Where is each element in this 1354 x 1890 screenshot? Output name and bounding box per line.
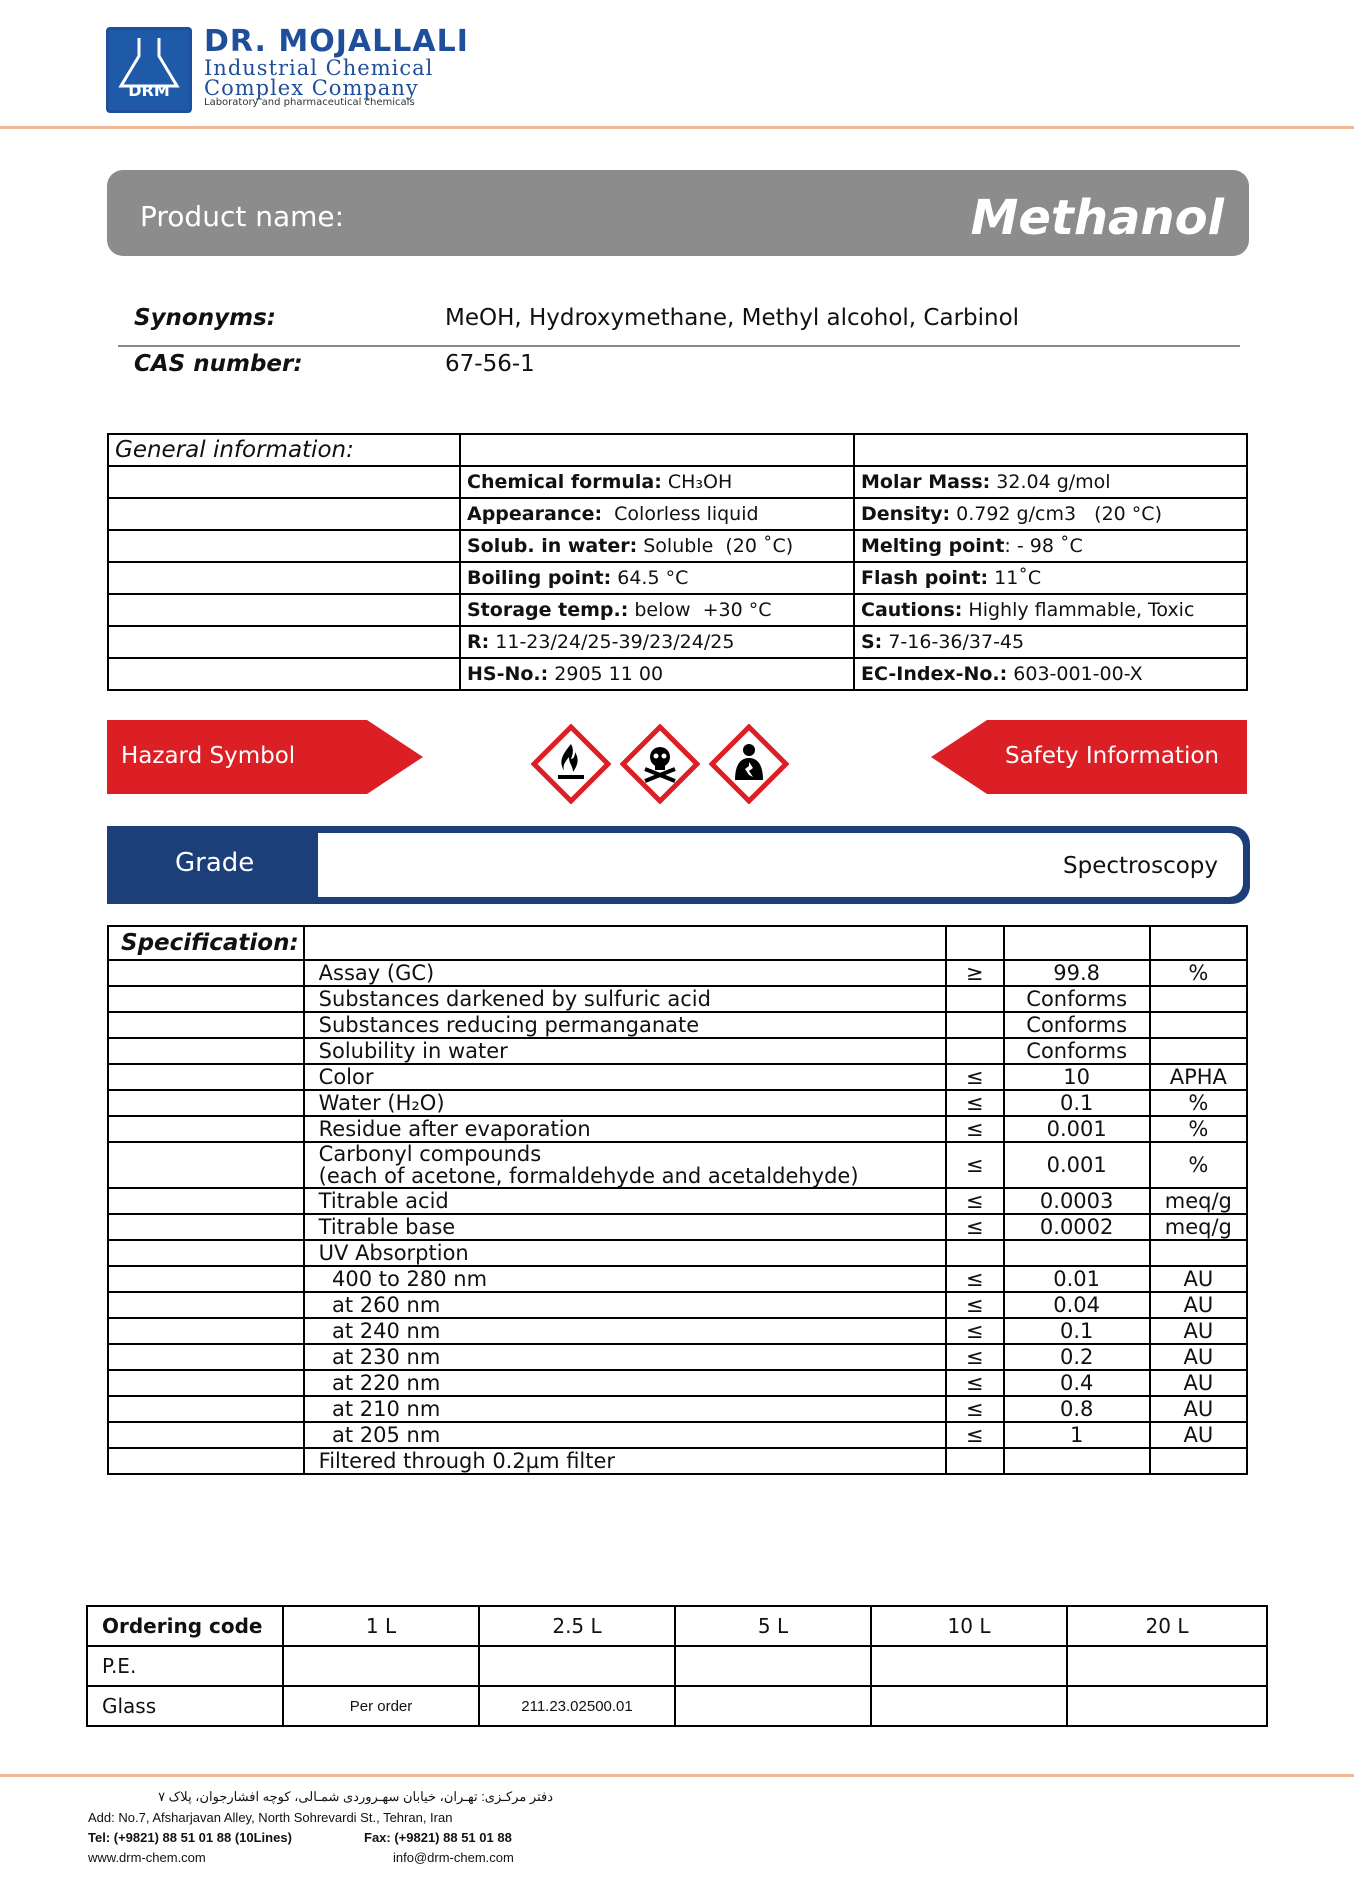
order-code-cell bbox=[1067, 1686, 1267, 1726]
spec-value: 1 bbox=[1004, 1422, 1150, 1448]
property-label: Melting point bbox=[861, 535, 1005, 557]
pack-size-header: 20 L bbox=[1067, 1606, 1267, 1646]
specification-table bbox=[107, 925, 1248, 1475]
spec-value bbox=[1004, 1240, 1150, 1266]
spec-operator: ≤ bbox=[946, 1266, 1004, 1292]
pack-size-header: 2.5 L bbox=[479, 1606, 675, 1646]
spec-parameter bbox=[304, 1266, 946, 1292]
property-label: HS-No.: bbox=[467, 663, 549, 685]
spec-parameter bbox=[304, 1064, 946, 1090]
product-label: Product name: bbox=[140, 200, 345, 233]
ordering-row bbox=[87, 1646, 1267, 1686]
spec-operator bbox=[946, 1038, 1004, 1064]
general-info-cell bbox=[854, 626, 1247, 658]
property-value: : - 98 ˚C bbox=[1004, 535, 1083, 557]
spec-value: Conforms bbox=[1004, 1012, 1150, 1038]
spec-unit bbox=[1150, 1448, 1247, 1474]
spec-operator: ≤ bbox=[946, 1344, 1004, 1370]
general-info-row bbox=[108, 466, 1247, 498]
spec-operator: ≤ bbox=[946, 1422, 1004, 1448]
spec-unit: AU bbox=[1150, 1344, 1247, 1370]
product-name: Methanol bbox=[970, 190, 1224, 246]
skull-crossbones-icon bbox=[620, 724, 700, 804]
spec-operator: ≥ bbox=[946, 960, 1004, 986]
spec-parameter-name: Solubility in water bbox=[318, 1039, 508, 1063]
spec-value: 0.1 bbox=[1004, 1090, 1150, 1116]
spec-value: 99.8 bbox=[1004, 960, 1150, 986]
spec-parameter-name: at 205 nm bbox=[318, 1423, 441, 1447]
footer-address: Add: No.7, Afsharjavan Alley, North Sohrevardi St., Tehran, Iran bbox=[88, 1810, 453, 1825]
pack-size-header: 1 L bbox=[283, 1606, 479, 1646]
spec-parameter bbox=[304, 1090, 946, 1116]
property-value: 7-16-36/37-45 bbox=[882, 631, 1025, 653]
property-label: S: bbox=[861, 631, 883, 653]
spec-row bbox=[108, 1090, 1247, 1116]
order-code-cell bbox=[871, 1686, 1067, 1726]
spec-parameter-name: 400 to 280 nm bbox=[318, 1267, 488, 1291]
spec-parameter bbox=[304, 1012, 946, 1038]
property-label: Solub. in water: bbox=[467, 535, 638, 557]
spec-row bbox=[108, 1038, 1247, 1064]
packaging-type: P.E. bbox=[87, 1646, 283, 1686]
spec-row bbox=[108, 1422, 1247, 1448]
general-info-cell bbox=[460, 466, 854, 498]
flame-icon bbox=[531, 724, 611, 804]
footer-tel: Tel: (+9821) 88 51 01 88 (10Lines) bbox=[88, 1830, 292, 1845]
spec-value: 0.2 bbox=[1004, 1344, 1150, 1370]
general-info-cell bbox=[854, 562, 1247, 594]
general-info-row bbox=[108, 530, 1247, 562]
health-hazard-icon bbox=[709, 724, 789, 804]
property-label: Molar Mass: bbox=[861, 471, 991, 493]
spec-parameter-name: Filtered through 0.2µm filter bbox=[318, 1449, 616, 1473]
spec-operator: ≤ bbox=[946, 1142, 1004, 1188]
spec-parameter bbox=[304, 1370, 946, 1396]
general-info-cell bbox=[460, 626, 854, 658]
spec-unit: meq/g bbox=[1150, 1188, 1247, 1214]
spec-unit: AU bbox=[1150, 1422, 1247, 1448]
property-label: EC-Index-No.: bbox=[861, 663, 1008, 685]
property-value: 11-23/24/25-39/23/24/25 bbox=[489, 631, 735, 653]
property-value: Soluble (20 ˚C) bbox=[637, 535, 794, 557]
spec-operator bbox=[946, 986, 1004, 1012]
cas-label: CAS number: bbox=[134, 351, 303, 377]
header-divider bbox=[0, 126, 1354, 129]
logo-text: DRM bbox=[128, 81, 170, 100]
packaging-type: Glass bbox=[87, 1686, 283, 1726]
spec-value: 10 bbox=[1004, 1064, 1150, 1090]
spec-row bbox=[108, 1214, 1247, 1240]
safety-info-label: Safety Information bbox=[1004, 743, 1219, 769]
order-code-cell bbox=[675, 1686, 871, 1726]
spec-parameter-name: at 260 nm bbox=[318, 1293, 441, 1317]
spec-value: 0.0003 bbox=[1004, 1188, 1150, 1214]
spec-operator: ≤ bbox=[946, 1292, 1004, 1318]
property-label: Boiling point: bbox=[467, 567, 612, 589]
property-label: Chemical formula: bbox=[467, 471, 662, 493]
spec-parameter-name: Substances darkened by sulfuric acid bbox=[318, 987, 711, 1011]
property-label: Cautions: bbox=[861, 599, 963, 621]
spec-parameter bbox=[304, 1292, 946, 1318]
general-info-row bbox=[108, 498, 1247, 530]
general-info-cell bbox=[854, 658, 1247, 690]
order-code-cell bbox=[675, 1646, 871, 1686]
spec-operator bbox=[946, 1240, 1004, 1266]
ordering-table bbox=[86, 1605, 1268, 1727]
order-code-cell bbox=[283, 1646, 479, 1686]
spec-parameter bbox=[304, 1344, 946, 1370]
spec-row bbox=[108, 1240, 1247, 1266]
spec-parameter-name: at 240 nm bbox=[318, 1319, 441, 1343]
flask-logo-icon bbox=[109, 30, 189, 110]
spec-unit: % bbox=[1150, 1090, 1247, 1116]
company-tagline: Laboratory and pharmaceutical chemicals bbox=[204, 97, 415, 108]
spec-parameter bbox=[304, 986, 946, 1012]
spec-row bbox=[108, 1448, 1247, 1474]
spec-value: 0.8 bbox=[1004, 1396, 1150, 1422]
spec-operator bbox=[946, 1448, 1004, 1474]
spec-unit bbox=[1150, 1012, 1247, 1038]
spec-parameter bbox=[304, 1116, 946, 1142]
spec-parameter bbox=[304, 1318, 946, 1344]
footer-address-fa: دفتر مرکـزی: تهـران، خیابان سهـروردی شمـالی، کوچه افشارجوان، پلاک ۷ bbox=[158, 1789, 553, 1804]
spec-parameter bbox=[304, 1240, 946, 1266]
spec-value: 0.0002 bbox=[1004, 1214, 1150, 1240]
company-name: DR. MOJALLALI bbox=[204, 24, 469, 59]
spec-row bbox=[108, 1064, 1247, 1090]
spec-parameter bbox=[304, 1214, 946, 1240]
company-line1: Industrial Chemical bbox=[204, 56, 434, 80]
footer-fax: Fax: (+9821) 88 51 01 88 bbox=[364, 1830, 512, 1845]
ordering-row bbox=[87, 1686, 1267, 1726]
property-label: Storage temp.: bbox=[467, 599, 629, 621]
spec-row bbox=[108, 1012, 1247, 1038]
footer-email[interactable]: info@drm-chem.com bbox=[393, 1850, 514, 1865]
hazard-symbol-label: Hazard Symbol bbox=[121, 743, 296, 769]
general-info-cell bbox=[854, 530, 1247, 562]
ordering-code-header: Ordering code bbox=[87, 1606, 283, 1646]
spec-value bbox=[1004, 1448, 1150, 1474]
spec-row bbox=[108, 1292, 1247, 1318]
property-value: CH₃OH bbox=[661, 471, 733, 493]
spec-row bbox=[108, 1142, 1247, 1188]
property-value: 603-001-00-X bbox=[1007, 663, 1143, 685]
company-line2: Complex Company bbox=[204, 76, 419, 100]
spec-value: 0.001 bbox=[1004, 1142, 1150, 1188]
property-value: 0.792 g/cm3 (20 °C) bbox=[950, 503, 1162, 525]
pack-size-header: 5 L bbox=[675, 1606, 871, 1646]
spec-unit: AU bbox=[1150, 1370, 1247, 1396]
order-code-cell bbox=[1067, 1646, 1267, 1686]
spec-row bbox=[108, 1318, 1247, 1344]
spec-parameter-name: Carbonyl compounds bbox=[318, 1142, 542, 1166]
spec-unit: AU bbox=[1150, 1396, 1247, 1422]
spec-parameter-name: Assay (GC) bbox=[318, 961, 435, 985]
property-value: Colorless liquid bbox=[602, 503, 759, 525]
spec-value: Conforms bbox=[1004, 986, 1150, 1012]
spec-row bbox=[108, 1370, 1247, 1396]
property-label: R: bbox=[467, 631, 490, 653]
general-info-cell bbox=[460, 498, 854, 530]
synonyms-divider bbox=[118, 345, 1240, 347]
spec-value: 0.4 bbox=[1004, 1370, 1150, 1396]
property-label: Flash point: bbox=[861, 567, 989, 589]
spec-parameter-name: Residue after evaporation bbox=[318, 1117, 591, 1141]
footer-website[interactable]: www.drm-chem.com bbox=[88, 1850, 206, 1865]
spec-value: 0.04 bbox=[1004, 1292, 1150, 1318]
spec-operator: ≤ bbox=[946, 1318, 1004, 1344]
spec-unit: % bbox=[1150, 1116, 1247, 1142]
order-code-cell: 211.23.02500.01 bbox=[479, 1686, 675, 1726]
spec-parameter bbox=[304, 960, 946, 986]
spec-parameter-name: Titrable acid bbox=[318, 1189, 449, 1213]
spec-unit bbox=[1150, 986, 1247, 1012]
general-info-cell bbox=[460, 594, 854, 626]
general-info-row bbox=[108, 626, 1247, 658]
general-info-cell bbox=[460, 658, 854, 690]
spec-parameter bbox=[304, 1142, 946, 1188]
spec-parameter bbox=[304, 1422, 946, 1448]
spec-unit bbox=[1150, 1240, 1247, 1266]
synonyms-label: Synonyms: bbox=[134, 305, 276, 331]
spec-parameter-name: at 210 nm bbox=[318, 1397, 441, 1421]
spec-operator: ≤ bbox=[946, 1090, 1004, 1116]
property-value: 32.04 g/mol bbox=[990, 471, 1111, 493]
spec-value: Conforms bbox=[1004, 1038, 1150, 1064]
general-info-row bbox=[108, 594, 1247, 626]
spec-parameter-name: Titrable base bbox=[318, 1215, 456, 1239]
pack-size-header: 10 L bbox=[871, 1606, 1067, 1646]
general-info-cell bbox=[460, 562, 854, 594]
spec-row bbox=[108, 1396, 1247, 1422]
general-info-cell bbox=[854, 594, 1247, 626]
specification-title: Specification: bbox=[108, 926, 304, 960]
spec-parameter-name: UV Absorption bbox=[318, 1241, 469, 1265]
spec-value: 0.1 bbox=[1004, 1318, 1150, 1344]
spec-operator: ≤ bbox=[946, 1188, 1004, 1214]
property-value: 2905 11 00 bbox=[548, 663, 664, 685]
spec-row bbox=[108, 1188, 1247, 1214]
spec-unit: % bbox=[1150, 1142, 1247, 1188]
spec-operator: ≤ bbox=[946, 1116, 1004, 1142]
spec-operator: ≤ bbox=[946, 1370, 1004, 1396]
spec-parameter bbox=[304, 1396, 946, 1422]
spec-unit: AU bbox=[1150, 1292, 1247, 1318]
property-value: below +30 °C bbox=[628, 599, 772, 621]
spec-unit bbox=[1150, 1038, 1247, 1064]
spec-value: 0.001 bbox=[1004, 1116, 1150, 1142]
spec-parameter-name: at 220 nm bbox=[318, 1371, 441, 1395]
spec-parameter bbox=[304, 1188, 946, 1214]
spec-parameter bbox=[304, 1038, 946, 1064]
spec-operator bbox=[946, 1012, 1004, 1038]
footer-divider bbox=[0, 1774, 1354, 1777]
general-info-title: General information: bbox=[108, 434, 460, 466]
spec-parameter-name: Water (H₂O) bbox=[318, 1091, 445, 1115]
spec-row bbox=[108, 1344, 1247, 1370]
spec-parameter bbox=[304, 1448, 946, 1474]
property-value: 64.5 °C bbox=[611, 567, 689, 589]
spec-operator: ≤ bbox=[946, 1214, 1004, 1240]
general-info-cell bbox=[460, 530, 854, 562]
order-code-cell: Per order bbox=[283, 1686, 479, 1726]
cas-value: 67-56-1 bbox=[445, 351, 535, 377]
property-label: Density: bbox=[861, 503, 951, 525]
general-info-row bbox=[108, 562, 1247, 594]
spec-row bbox=[108, 986, 1247, 1012]
property-value: 11˚C bbox=[988, 567, 1042, 589]
general-info-cell bbox=[854, 498, 1247, 530]
spec-unit: % bbox=[1150, 960, 1247, 986]
spec-value: 0.01 bbox=[1004, 1266, 1150, 1292]
general-info-row bbox=[108, 658, 1247, 690]
spec-row bbox=[108, 960, 1247, 986]
ordering-header-row bbox=[87, 1606, 1267, 1646]
order-code-cell bbox=[871, 1646, 1067, 1686]
grade-label: Grade bbox=[175, 848, 255, 878]
spec-parameter-note: (each of acetone, formaldehyde and acetaldehyde) bbox=[318, 1164, 859, 1188]
property-value: Highly flammable, Toxic bbox=[962, 599, 1195, 621]
property-label: Appearance: bbox=[467, 503, 603, 525]
spec-parameter-name: Substances reducing permanganate bbox=[318, 1013, 700, 1037]
company-logo bbox=[106, 27, 192, 113]
general-info-table bbox=[107, 433, 1248, 691]
spec-unit: meq/g bbox=[1150, 1214, 1247, 1240]
spec-unit: APHA bbox=[1150, 1064, 1247, 1090]
spec-unit: AU bbox=[1150, 1318, 1247, 1344]
spec-operator: ≤ bbox=[946, 1396, 1004, 1422]
spec-row bbox=[108, 1116, 1247, 1142]
spec-parameter-name: Color bbox=[318, 1065, 374, 1089]
spec-row bbox=[108, 1266, 1247, 1292]
spec-operator: ≤ bbox=[946, 1064, 1004, 1090]
grade-value: Spectroscopy bbox=[1063, 853, 1218, 879]
synonyms-value: MeOH, Hydroxymethane, Methyl alcohol, Carbinol bbox=[445, 305, 1020, 331]
spec-parameter-name: at 230 nm bbox=[318, 1345, 441, 1369]
general-info-cell bbox=[854, 466, 1247, 498]
spec-unit: AU bbox=[1150, 1266, 1247, 1292]
order-code-cell bbox=[479, 1646, 675, 1686]
